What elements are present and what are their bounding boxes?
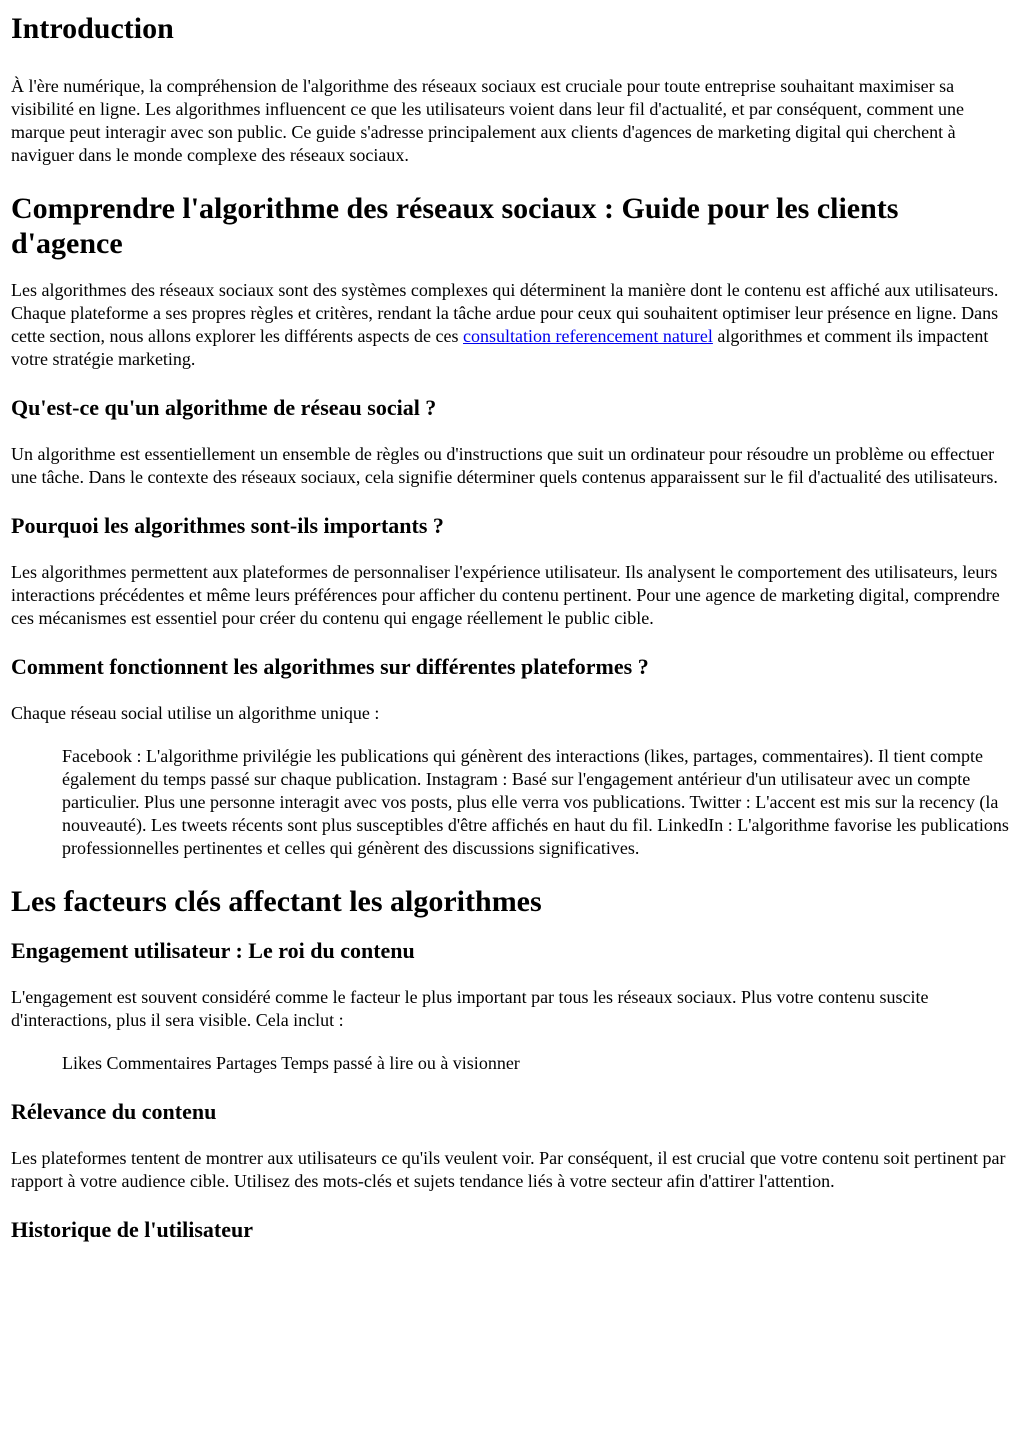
how-heading: Comment fonctionnent les algorithmes sur différentes plateformes ? <box>11 654 649 679</box>
factors-title: Les facteurs clés affectant les algorithmes <box>11 885 542 918</box>
consultation-link[interactable]: consultation referencement naturel <box>463 326 713 346</box>
platforms-quote: Facebook : L'algorithme privilégie les publications qui génèrent des interactions (likes, partages, commentaires). Il tient compte également du temps passé sur chaque publication. Instagram : Basé sur l'engagement antérieur d'un utilisateur avec un compte particulier. Plus une personne interagit avec vos posts, plus elle verra vos publications. Twitter : L'accent est mis sur la recency (la nouveauté). Les tweets récents sont plus susceptibles d'être affichés en haut du fil. LinkedIn : L'algorithme favorise les publications professionnelles pertinentes et celles qui génèrent des discussions significatives. <box>62 746 1009 858</box>
intro-title: Introduction <box>11 12 174 45</box>
what-heading: Qu'est-ce qu'un algorithme de réseau social ? <box>11 395 437 420</box>
history-heading: Historique de l'utilisateur <box>11 1217 253 1242</box>
guide-paragraph-start: Les algorithmes des réseaux sociaux sont des systèmes complexes qui déterminent la manière dont le contenu est affiché aux utilisateurs. Chaque plateforme a ses propres règles et critères, rendant la tâche ardue pour ceux qui souhaitent optimiser leur présence en ligne. Dans cette section, nous allons explorer les différents aspects de ces <box>11 280 999 346</box>
engagement-quote: Likes Commentaires Partages Temps passé à lire ou à visionner <box>62 1053 520 1073</box>
engagement-paragraph: L'engagement est souvent considéré comme le facteur le plus important par tous les réseaux sociaux. Plus votre contenu suscite d'interactions, plus il sera visible. Cela inclut : <box>11 987 929 1030</box>
guide-title: Comprendre l'algorithme des réseaux sociaux : Guide pour les clients d'agence <box>11 192 899 260</box>
engagement-heading: Engagement utilisateur : Le roi du contenu <box>11 938 415 963</box>
why-paragraph: Les algorithmes permettent aux plateformes de personnaliser l'expérience utilisateur. Ils analysent le comportement des utilisateurs, leurs interactions précédentes et même leurs préférences pour afficher du contenu pertinent. Pour une agence de marketing digital, comprendre ces mécanismes est essentiel pour créer du contenu qui engage réellement le public cible. <box>11 562 1000 628</box>
how-paragraph: Chaque réseau social utilise un algorithme unique : <box>11 703 380 723</box>
why-heading: Pourquoi les algorithmes sont-ils importants ? <box>11 513 444 538</box>
relevance-paragraph: Les plateformes tentent de montrer aux utilisateurs ce qu'ils veulent voir. Par conséquent, il est crucial que votre contenu soit pertinent par rapport à votre audience cible. Utilisez des mots-clés et sujets tendance liés à votre secteur afin d'attirer l'attention. <box>11 1148 1006 1191</box>
what-paragraph: Un algorithme est essentiellement un ensemble de règles ou d'instructions que suit un ordinateur pour résoudre un problème ou effectuer une tâche. Dans le contexte des réseaux sociaux, cela signifie déterminer quels contenus apparaissent sur le fil d'actualité des utilisateurs. <box>11 444 998 487</box>
guide-paragraph <box>11 279 1013 371</box>
intro-paragraph: À l'ère numérique, la compréhension de l'algorithme des réseaux sociaux est cruciale pour toute entreprise souhaitant maximiser sa visibilité en ligne. Les algorithmes influencent ce que les utilisateurs voient dans leur fil d'actualité, et par conséquent, comment une marque peut interagir avec son public. Ce guide s'adresse principalement aux clients d'agences de marketing digital qui cherchent à naviguer dans le monde complexe des réseaux sociaux. <box>11 76 964 165</box>
relevance-heading: Rélevance du contenu <box>11 1099 217 1124</box>
guide-paragraph-end: algorithmes et comment ils impactent votre stratégie marketing. <box>11 326 989 369</box>
